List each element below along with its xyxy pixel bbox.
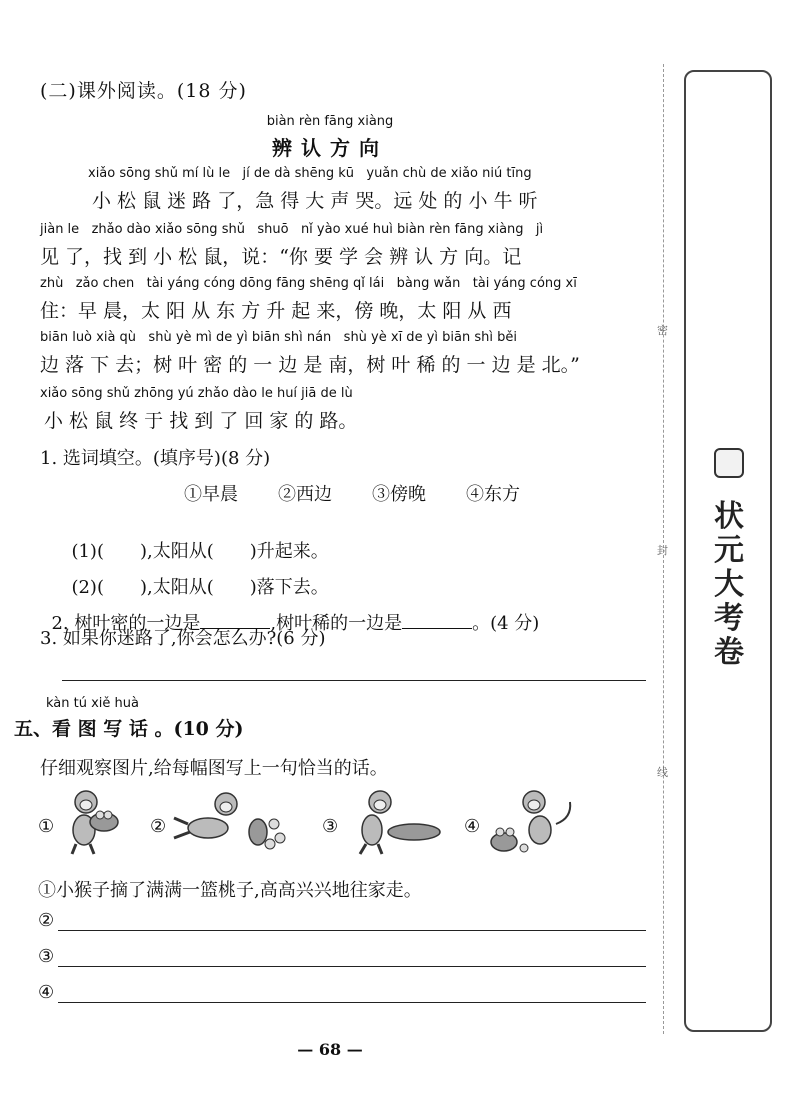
answer-line[interactable] bbox=[58, 1002, 646, 1003]
section-5-pinyin: kàn tú xiě huà bbox=[46, 696, 139, 711]
picture-label-2: ② bbox=[150, 816, 167, 837]
answer-1-text: ①小猴子摘了满满一篮桃子,高高兴兴地往家走。 bbox=[38, 880, 422, 901]
item-1-part-b: ),太阳从( bbox=[139, 541, 214, 562]
text-line: 见 了，找 到 小 松 鼠，说：“你 要 学 会 辨 认 方 向。记 bbox=[40, 246, 522, 268]
text-line: 边 落 下 去；树 叶 密 的 一 边 是 南，树 叶 稀 的 一 边 是 北。” bbox=[40, 354, 580, 376]
q2-part-c: 。(4 分) bbox=[472, 613, 540, 634]
brand-name: 状元大考卷 bbox=[714, 499, 744, 670]
answer-line[interactable] bbox=[58, 930, 646, 931]
text-line: 小 松 鼠 终 于 找 到 了 回 家 的 路。 bbox=[44, 410, 358, 432]
section-5-instruction: 仔细观察图片,给每幅图写上一句恰当的话。 bbox=[40, 758, 388, 779]
text-line: 小 松 鼠 迷 路 了，急 得 大 声 哭。远 处 的 小 牛 听 bbox=[92, 190, 538, 212]
item-2-part-b: ),太阳从( bbox=[139, 577, 214, 598]
picture-label-1: ① bbox=[38, 816, 55, 837]
answer-line[interactable] bbox=[62, 680, 646, 681]
margin-mark-fold: 封 bbox=[657, 544, 668, 557]
answer-line[interactable] bbox=[58, 966, 646, 967]
option-4: ④东方 bbox=[466, 484, 520, 505]
item-1-part-a: (1)( bbox=[71, 541, 104, 562]
monkey-picking-peaches-image bbox=[484, 788, 580, 858]
pinyin-line: zhù zǎo chen tài yáng cóng dōng fāng shēng qǐ lái bàng wǎn tài yáng cóng xī bbox=[40, 276, 577, 291]
pinyin-line: jiàn le zhǎo dào xiǎo sōng shǔ shuō nǐ yào xué huì biàn rèn fāng xiàng jì bbox=[40, 222, 544, 237]
answer-label-4: ④ bbox=[38, 982, 55, 1003]
margin-mark-line: 线 bbox=[657, 766, 668, 779]
monkey-carrying-basket-image bbox=[62, 788, 126, 858]
q2-part-a: 2. 树叶密的一边是 bbox=[51, 613, 201, 634]
story-title-pinyin: biàn rèn fāng xiàng bbox=[266, 114, 394, 129]
question-3-prompt: 3. 如果你迷路了,你会怎么办?(6 分) bbox=[40, 628, 326, 649]
margin-mark-seal: 密 bbox=[657, 324, 668, 337]
item-2-part-a: (2)( bbox=[71, 577, 104, 598]
option-1: ①早晨 bbox=[184, 484, 238, 505]
answer-label-3: ③ bbox=[38, 946, 55, 967]
story-title: 辨认方向 bbox=[272, 136, 388, 160]
item-2-part-c: )落下去。 bbox=[249, 577, 329, 598]
answer-label-2: ② bbox=[38, 910, 55, 931]
monkey-empty-basket-image bbox=[344, 788, 444, 858]
picture-label-4: ④ bbox=[464, 816, 481, 837]
pinyin-line: xiǎo sōng shǔ zhōng yú zhǎo dào le huí jiā de lù bbox=[40, 386, 353, 401]
picture-label-3: ③ bbox=[322, 816, 339, 837]
monkey-fallen-peaches-image bbox=[170, 788, 290, 858]
section-heading: (二)课外阅读。(18 分) bbox=[40, 80, 247, 102]
brand-logo-icon bbox=[714, 448, 744, 478]
pinyin-line: biān luò xià qù shù yè mì de yì biān shì nán shù yè xī de yì biān shì běi bbox=[40, 330, 517, 345]
item-1-part-c: )升起来。 bbox=[249, 541, 329, 562]
blank-line[interactable] bbox=[402, 610, 472, 629]
pinyin-line: xiǎo sōng shǔ mí lù le jí de dà shēng kū yuǎn chù de xiǎo niú tīng bbox=[88, 166, 532, 181]
text-line: 住：早 晨，太 阳 从 东 方 升 起 来，傍 晚，太 阳 从 西 bbox=[40, 300, 512, 322]
section-5-title: 五、看 图 写 话 。(10 分) bbox=[14, 718, 244, 740]
option-2: ②西边 bbox=[278, 484, 332, 505]
page-number: — 68 — bbox=[297, 1040, 363, 1059]
q2-part-b: ,树叶稀的一边是 bbox=[270, 613, 403, 634]
question-1-prompt: 1. 选词填空。(填序号)(8 分) bbox=[40, 448, 271, 469]
option-3: ③傍晚 bbox=[372, 484, 426, 505]
